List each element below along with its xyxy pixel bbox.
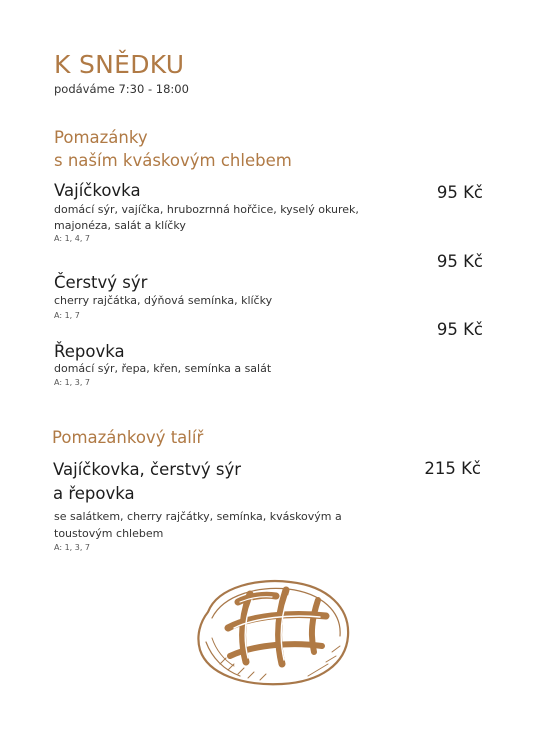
menu-item-allergens: A: 1, 3, 7 <box>54 378 91 387</box>
section-title-spreads <box>54 126 292 172</box>
menu-item-description <box>54 202 359 234</box>
serving-hours: podáváme 7:30 - 18:00 <box>54 82 189 96</box>
description-line: se salátkem, cherry rajčátky, semínka, kváskovým a <box>54 510 342 523</box>
menu-item-name: Řepovka <box>54 342 125 361</box>
bread-loaf-icon <box>190 572 352 690</box>
section-title-line: Pomazánky <box>54 128 148 147</box>
page-title: K SNĚDKU <box>54 50 185 79</box>
menu-item-allergens: A: 1, 4, 7 <box>54 234 91 243</box>
item-name-line: a řepovka <box>53 484 135 503</box>
description-line: majonéza, salát a klíčky <box>54 219 186 232</box>
menu-item-description <box>54 508 342 542</box>
item-name-line: Vajíčkovka, čerstvý sýr <box>53 460 242 479</box>
menu-item-price: 215 Kč <box>424 459 481 478</box>
description-line: toustovým chlebem <box>54 527 164 540</box>
menu-item-price: 95 Kč <box>436 252 483 271</box>
menu-item-name <box>53 458 241 506</box>
menu-item-allergens: A: 1, 7 <box>54 311 80 320</box>
description-line: domácí sýr, vajíčka, hrubozrnná hořčice, kyselý okurek, <box>54 203 359 216</box>
menu-item-price: 95 Kč <box>436 183 483 202</box>
menu-item-description: cherry rajčátka, dýňová semínka, klíčky <box>54 294 273 307</box>
menu-item-allergens: A: 1, 3, 7 <box>54 543 91 552</box>
menu-item-description: domácí sýr, řepa, křen, semínka a salát <box>54 362 272 375</box>
section-title-plate: Pomazánkový talíř <box>52 428 204 447</box>
menu-item-price: 95 Kč <box>436 320 483 339</box>
menu-item-name: Čerstvý sýr <box>54 273 148 292</box>
section-subtitle-line: s naším kváskovým chlebem <box>54 151 292 170</box>
menu-item-name: Vajíčkovka <box>54 181 141 200</box>
